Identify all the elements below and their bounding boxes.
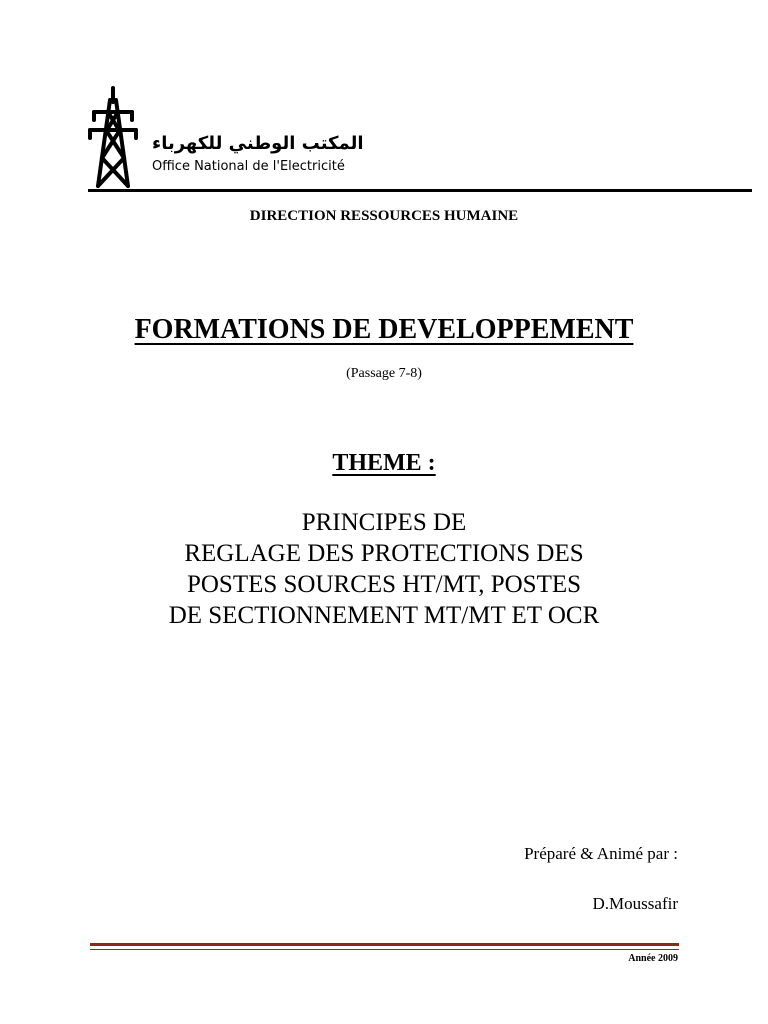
footer-year: Année 2009 xyxy=(628,953,678,964)
theme-line: POSTES SOURCES HT/MT, POSTES xyxy=(186,571,582,598)
theme-text xyxy=(0,507,768,631)
theme-heading xyxy=(0,448,768,478)
logo-french-name: Office National de l'Electricité xyxy=(152,159,345,174)
footer-divider xyxy=(90,943,679,950)
theme-line: PRINCIPES DE xyxy=(301,509,467,536)
logo xyxy=(88,86,364,190)
passage-subtitle: (Passage 7-8) xyxy=(346,366,422,381)
prepared-by-label: Préparé & Animé par : xyxy=(524,844,678,863)
department-heading: DIRECTION RESSOURCES HUMAINE xyxy=(249,208,519,224)
theme-line: REGLAGE DES PROTECTIONS DES xyxy=(184,540,584,567)
logo-arabic-name: المكتب الوطني للكهرباء xyxy=(152,133,364,154)
document-title-text: FORMATIONS DE DEVELOPPEMENT xyxy=(134,314,634,345)
author-name: D.Moussafir xyxy=(592,894,678,913)
theme-heading-text: THEME : xyxy=(332,450,436,476)
electric-pylon-icon xyxy=(88,86,138,190)
header-divider xyxy=(88,189,752,192)
document-title xyxy=(0,312,768,348)
theme-line: DE SECTIONNEMENT MT/MT ET OCR xyxy=(168,602,600,629)
